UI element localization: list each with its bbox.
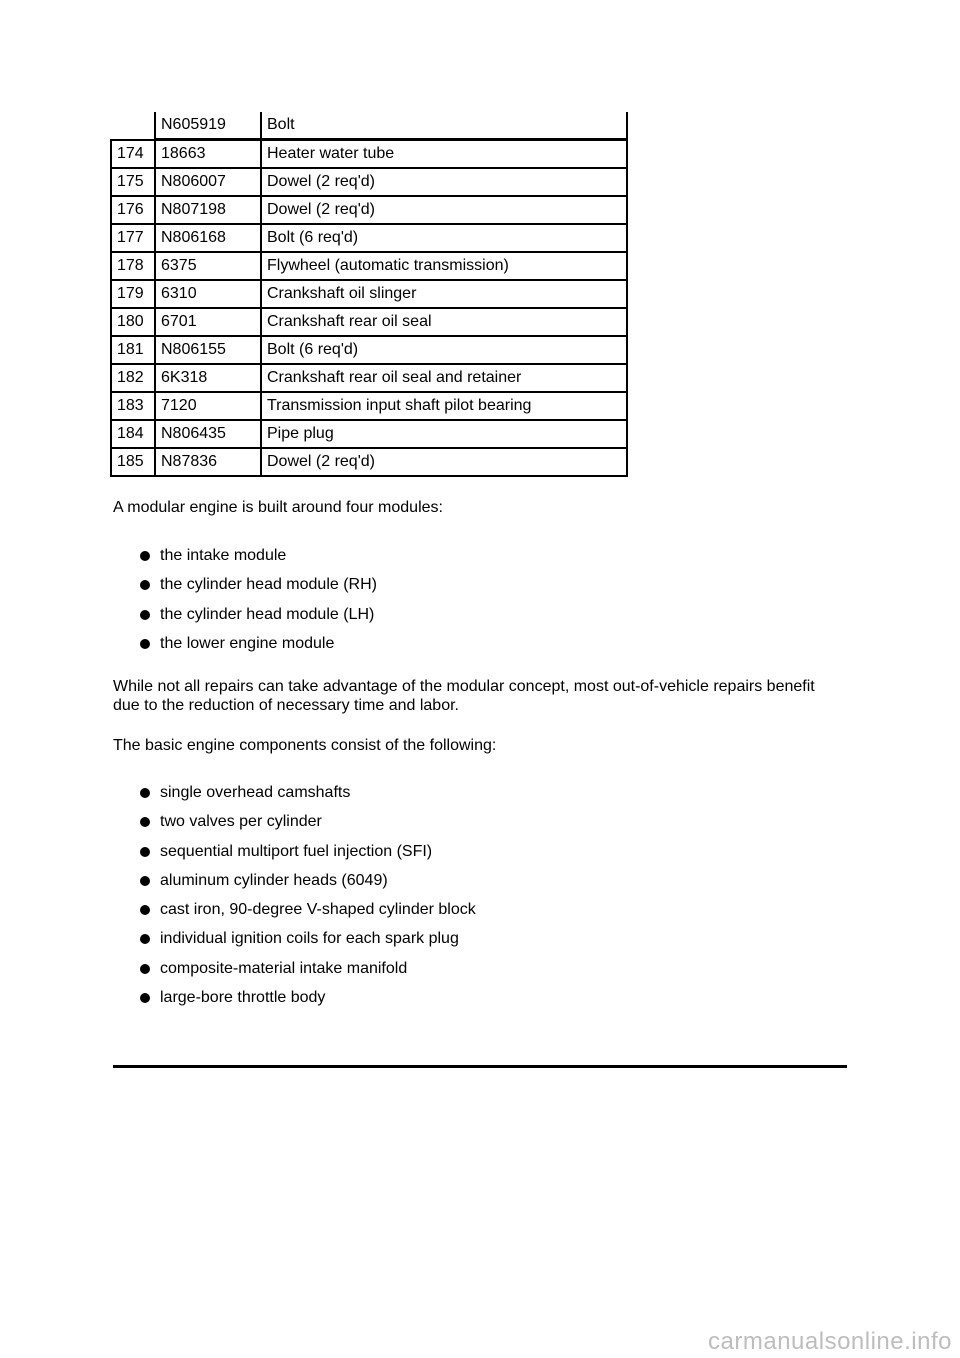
- table-row: [111, 224, 627, 252]
- table-row: [111, 420, 627, 448]
- table-row: [111, 364, 627, 392]
- list-item: [139, 988, 476, 1017]
- item-number-cell: 176: [111, 196, 155, 224]
- description-cell: Flywheel (automatic transmission): [261, 252, 627, 280]
- modules-list: [139, 546, 377, 663]
- item-number-cell: 181: [111, 336, 155, 364]
- list-item-text: large-bore throttle body: [160, 989, 326, 1007]
- part-number-cell: 7120: [155, 392, 261, 420]
- table-row: [111, 336, 627, 364]
- bullet-icon: [140, 934, 150, 944]
- description-cell: Crankshaft rear oil seal and retainer: [261, 364, 627, 392]
- item-number-cell: 180: [111, 308, 155, 336]
- list-item-text: the lower engine module: [160, 634, 335, 652]
- repair-paragraph: While not all repairs can take advantage of the modular concept, most out-of-vehicle repairs benefit due to the reduction of necessary time and labor.: [113, 678, 815, 714]
- list-item-text: two valves per cylinder: [160, 813, 322, 831]
- intro-paragraph: A modular engine is built around four modules:: [113, 499, 443, 516]
- description-cell: Pipe plug: [261, 420, 627, 448]
- description-cell: Dowel (2 req'd): [261, 196, 627, 224]
- table-row: [111, 392, 627, 420]
- bullet-icon: [140, 551, 150, 561]
- part-number-cell: 18663: [155, 140, 261, 169]
- footer-divider: [113, 1065, 847, 1068]
- list-item: [139, 871, 476, 900]
- bullet-icon: [140, 847, 150, 857]
- parts-table: [110, 112, 628, 477]
- item-number-cell: 175: [111, 168, 155, 196]
- part-number-cell: N605919: [155, 112, 261, 140]
- description-cell: Dowel (2 req'd): [261, 448, 627, 476]
- list-item-text: the intake module: [160, 547, 287, 564]
- list-item: [139, 842, 476, 871]
- part-number-cell: N807198: [155, 196, 261, 224]
- list-item: [139, 900, 476, 929]
- part-number-cell: N87836: [155, 448, 261, 476]
- bullet-icon: [140, 876, 150, 886]
- bullet-icon: [140, 580, 150, 590]
- item-number-cell: 174: [111, 140, 155, 169]
- description-cell: Transmission input shaft pilot bearing: [261, 392, 627, 420]
- description-cell: Crankshaft rear oil seal: [261, 308, 627, 336]
- part-number-cell: N806155: [155, 336, 261, 364]
- list-item-text: composite-material intake manifold: [160, 959, 408, 977]
- item-number-cell: 177: [111, 224, 155, 252]
- table-row: [111, 252, 627, 280]
- table-row: [111, 140, 627, 169]
- description-cell: Bolt (6 req'd): [261, 224, 627, 252]
- bullet-icon: [140, 905, 150, 915]
- list-item: [139, 605, 377, 634]
- list-item-text: sequential multiport fuel injection (SFI): [160, 842, 433, 860]
- item-number-cell: 178: [111, 252, 155, 280]
- part-number-cell: N806435: [155, 420, 261, 448]
- list-item-text: cast iron, 90-degree V-shaped cylinder block: [160, 901, 476, 919]
- list-item-text: single overhead camshafts: [160, 784, 351, 801]
- bullet-icon: [140, 639, 150, 649]
- table-row: [111, 280, 627, 308]
- table-row: [111, 448, 627, 476]
- table-row: [111, 168, 627, 196]
- list-item-text: the cylinder head module (LH): [160, 605, 375, 623]
- watermark: carmanualsonline.info: [708, 1328, 952, 1355]
- components-intro-paragraph: The basic engine components consist of the following:: [113, 737, 497, 754]
- list-item: [139, 575, 377, 604]
- list-item: [139, 959, 476, 988]
- list-item-text: aluminum cylinder heads (6049): [160, 871, 388, 889]
- list-item: [139, 783, 476, 812]
- description-cell: Crankshaft oil slinger: [261, 280, 627, 308]
- description-cell: Bolt: [261, 112, 627, 140]
- list-item-text: individual ignition coils for each spark plug: [160, 930, 459, 948]
- part-number-cell: 6375: [155, 252, 261, 280]
- bullet-icon: [140, 788, 150, 798]
- part-number-cell: 6701: [155, 308, 261, 336]
- description-cell: Heater water tube: [261, 140, 627, 169]
- table-row: [111, 196, 627, 224]
- bullet-icon: [140, 993, 150, 1003]
- item-number-cell: 179: [111, 280, 155, 308]
- list-item-text: the cylinder head module (RH): [160, 576, 377, 594]
- components-list: [139, 783, 476, 1017]
- part-number-cell: N806168: [155, 224, 261, 252]
- bullet-icon: [140, 610, 150, 620]
- table-row: [111, 112, 627, 140]
- item-number-cell: 182: [111, 364, 155, 392]
- part-number-cell: N806007: [155, 168, 261, 196]
- description-cell: Bolt (6 req'd): [261, 336, 627, 364]
- item-number-cell: 184: [111, 420, 155, 448]
- part-number-cell: 6310: [155, 280, 261, 308]
- list-item: [139, 634, 377, 663]
- table-row: [111, 308, 627, 336]
- item-number-cell: 185: [111, 448, 155, 476]
- part-number-cell: 6K318: [155, 364, 261, 392]
- bullet-icon: [140, 817, 150, 827]
- list-item: [139, 929, 476, 958]
- item-number-cell: 183: [111, 392, 155, 420]
- description-cell: Dowel (2 req'd): [261, 168, 627, 196]
- list-item: [139, 546, 377, 575]
- list-item: [139, 812, 476, 841]
- item-number-cell: [111, 112, 155, 140]
- bullet-icon: [140, 964, 150, 974]
